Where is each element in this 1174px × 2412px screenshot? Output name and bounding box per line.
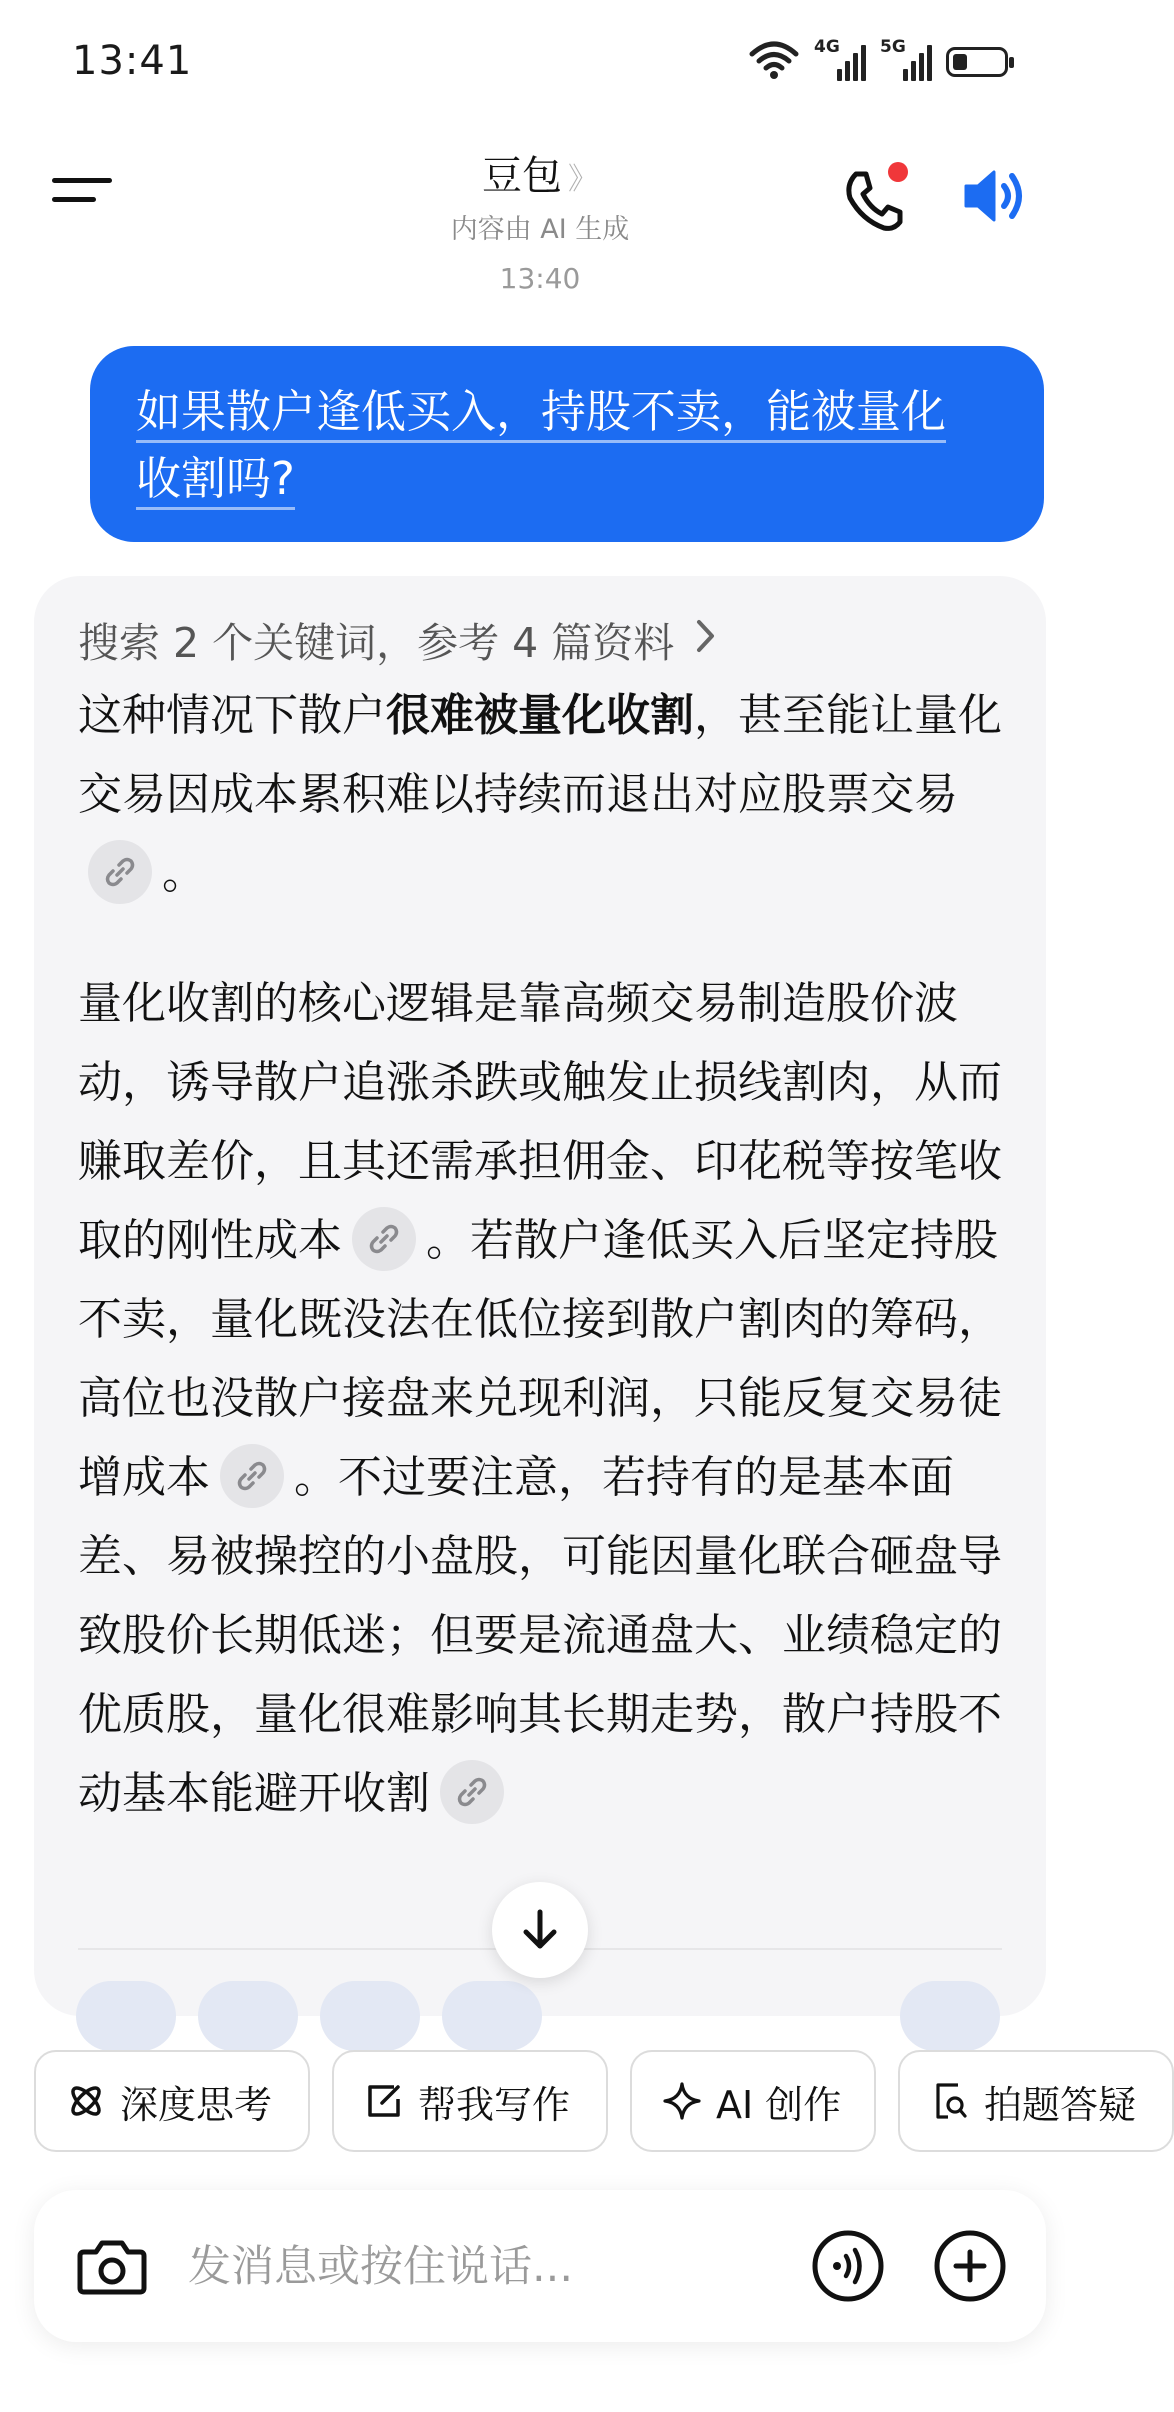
status-time: 13:41 [72,38,193,84]
voice-wave-icon [810,2228,886,2304]
message-composer [34,2190,1046,2342]
user-message-bubble[interactable] [90,346,1044,542]
atom-icon [66,2081,106,2121]
network-5g-label: 5G [880,37,906,57]
citation-link-icon[interactable] [352,1207,416,1271]
citation-link-icon[interactable] [440,1760,504,1824]
wifi-icon [748,38,800,86]
citation-link-icon[interactable] [220,1444,284,1508]
plus-icon [932,2228,1008,2304]
title-block[interactable] [0,144,1080,246]
signal-5g-icon [880,39,932,85]
citation-link-icon[interactable] [88,840,152,904]
ai-disclaimer: 内容由 AI 生成 [450,214,630,245]
scan-question-icon [930,2081,970,2121]
regenerate-button[interactable] [442,1981,542,2051]
network-4g-label: 4G [814,37,840,57]
status-bar [0,0,1080,125]
sparkle-icon [662,2081,702,2121]
save-button[interactable] [320,1981,420,2051]
share-button[interactable] [198,1981,298,2051]
voice-call-button[interactable] [842,162,912,232]
call-notification-dot [888,162,908,182]
chevron-right-icon: 》 [568,162,598,197]
signal-4g-icon [814,39,866,85]
message-timestamp: 13:40 [499,262,581,295]
chip-label: 深度思考 [120,2082,273,2127]
message-input[interactable] [186,2230,790,2304]
chip-help-me-write[interactable] [332,2050,608,2152]
chip-deep-thinking[interactable] [34,2050,310,2152]
speaker-button[interactable] [960,160,1032,232]
copy-button[interactable] [76,1981,176,2051]
arrow-down-icon [520,1908,560,1952]
camera-icon [74,2228,150,2304]
search-sources-link[interactable] [78,610,716,669]
search-summary-text: 搜索 2 个关键词，参考 4 篇资料 [78,619,675,667]
more-options-button[interactable] [900,1981,1000,2051]
user-message-line-2: 收割吗? [136,452,295,510]
chip-label: 拍题答疑 [984,2082,1137,2127]
speaker-icon [960,160,1032,232]
reply-emphasis: 很难被量化收割 [386,690,694,741]
scroll-to-bottom-button[interactable] [492,1882,588,1978]
assistant-reply-card [34,576,1046,2016]
user-message-line-1: 如果散户逢低买入，持股不卖，能被量化 [136,385,946,443]
chat-header [0,130,1080,260]
status-icons [748,38,1008,86]
bot-name: 豆包 [482,153,562,199]
camera-button[interactable] [74,2228,150,2308]
quick-actions-bar [34,2050,1137,2154]
edit-icon [364,2081,404,2121]
voice-input-button[interactable] [810,2228,886,2308]
chip-ai-create[interactable] [630,2050,876,2152]
chevron-right-icon [696,618,716,662]
chip-label: AI 创作 [716,2082,842,2127]
chip-label: 帮我写作 [418,2082,571,2127]
chip-photo-question[interactable] [898,2050,1174,2152]
reply-paragraph-1: 这种情况下散户很难被量化收割，甚至能让量化交易因成本累积难以持续而退出对应股票交易 。 [78,676,1008,913]
reply-paragraph-2: 量化收割的核心逻辑是靠高频交易制造股价波动，诱导散户追涨杀跌或触发止损线割肉，从而赚取差价，且其还需承担佣金、印花税等按笔收取的刚性成本 。若散户逢低买入后坚定持股不卖，量化既没法在低位接到散户割肉的筹码，高位也没散户接盘来兑现利润，只能反复交易徒增成本 。不过要注意，若持有的是基本面差、易被操控的小盘股，可能因量化联合砸盘导致股价长期低迷；但要是流通盘大、业绩稳定的优质股，量化很难影响其长期走势，散户持股不动基本能避开收割 [78,964,1008,1833]
battery-icon [946,47,1008,77]
add-attachment-button[interactable] [932,2228,1008,2308]
